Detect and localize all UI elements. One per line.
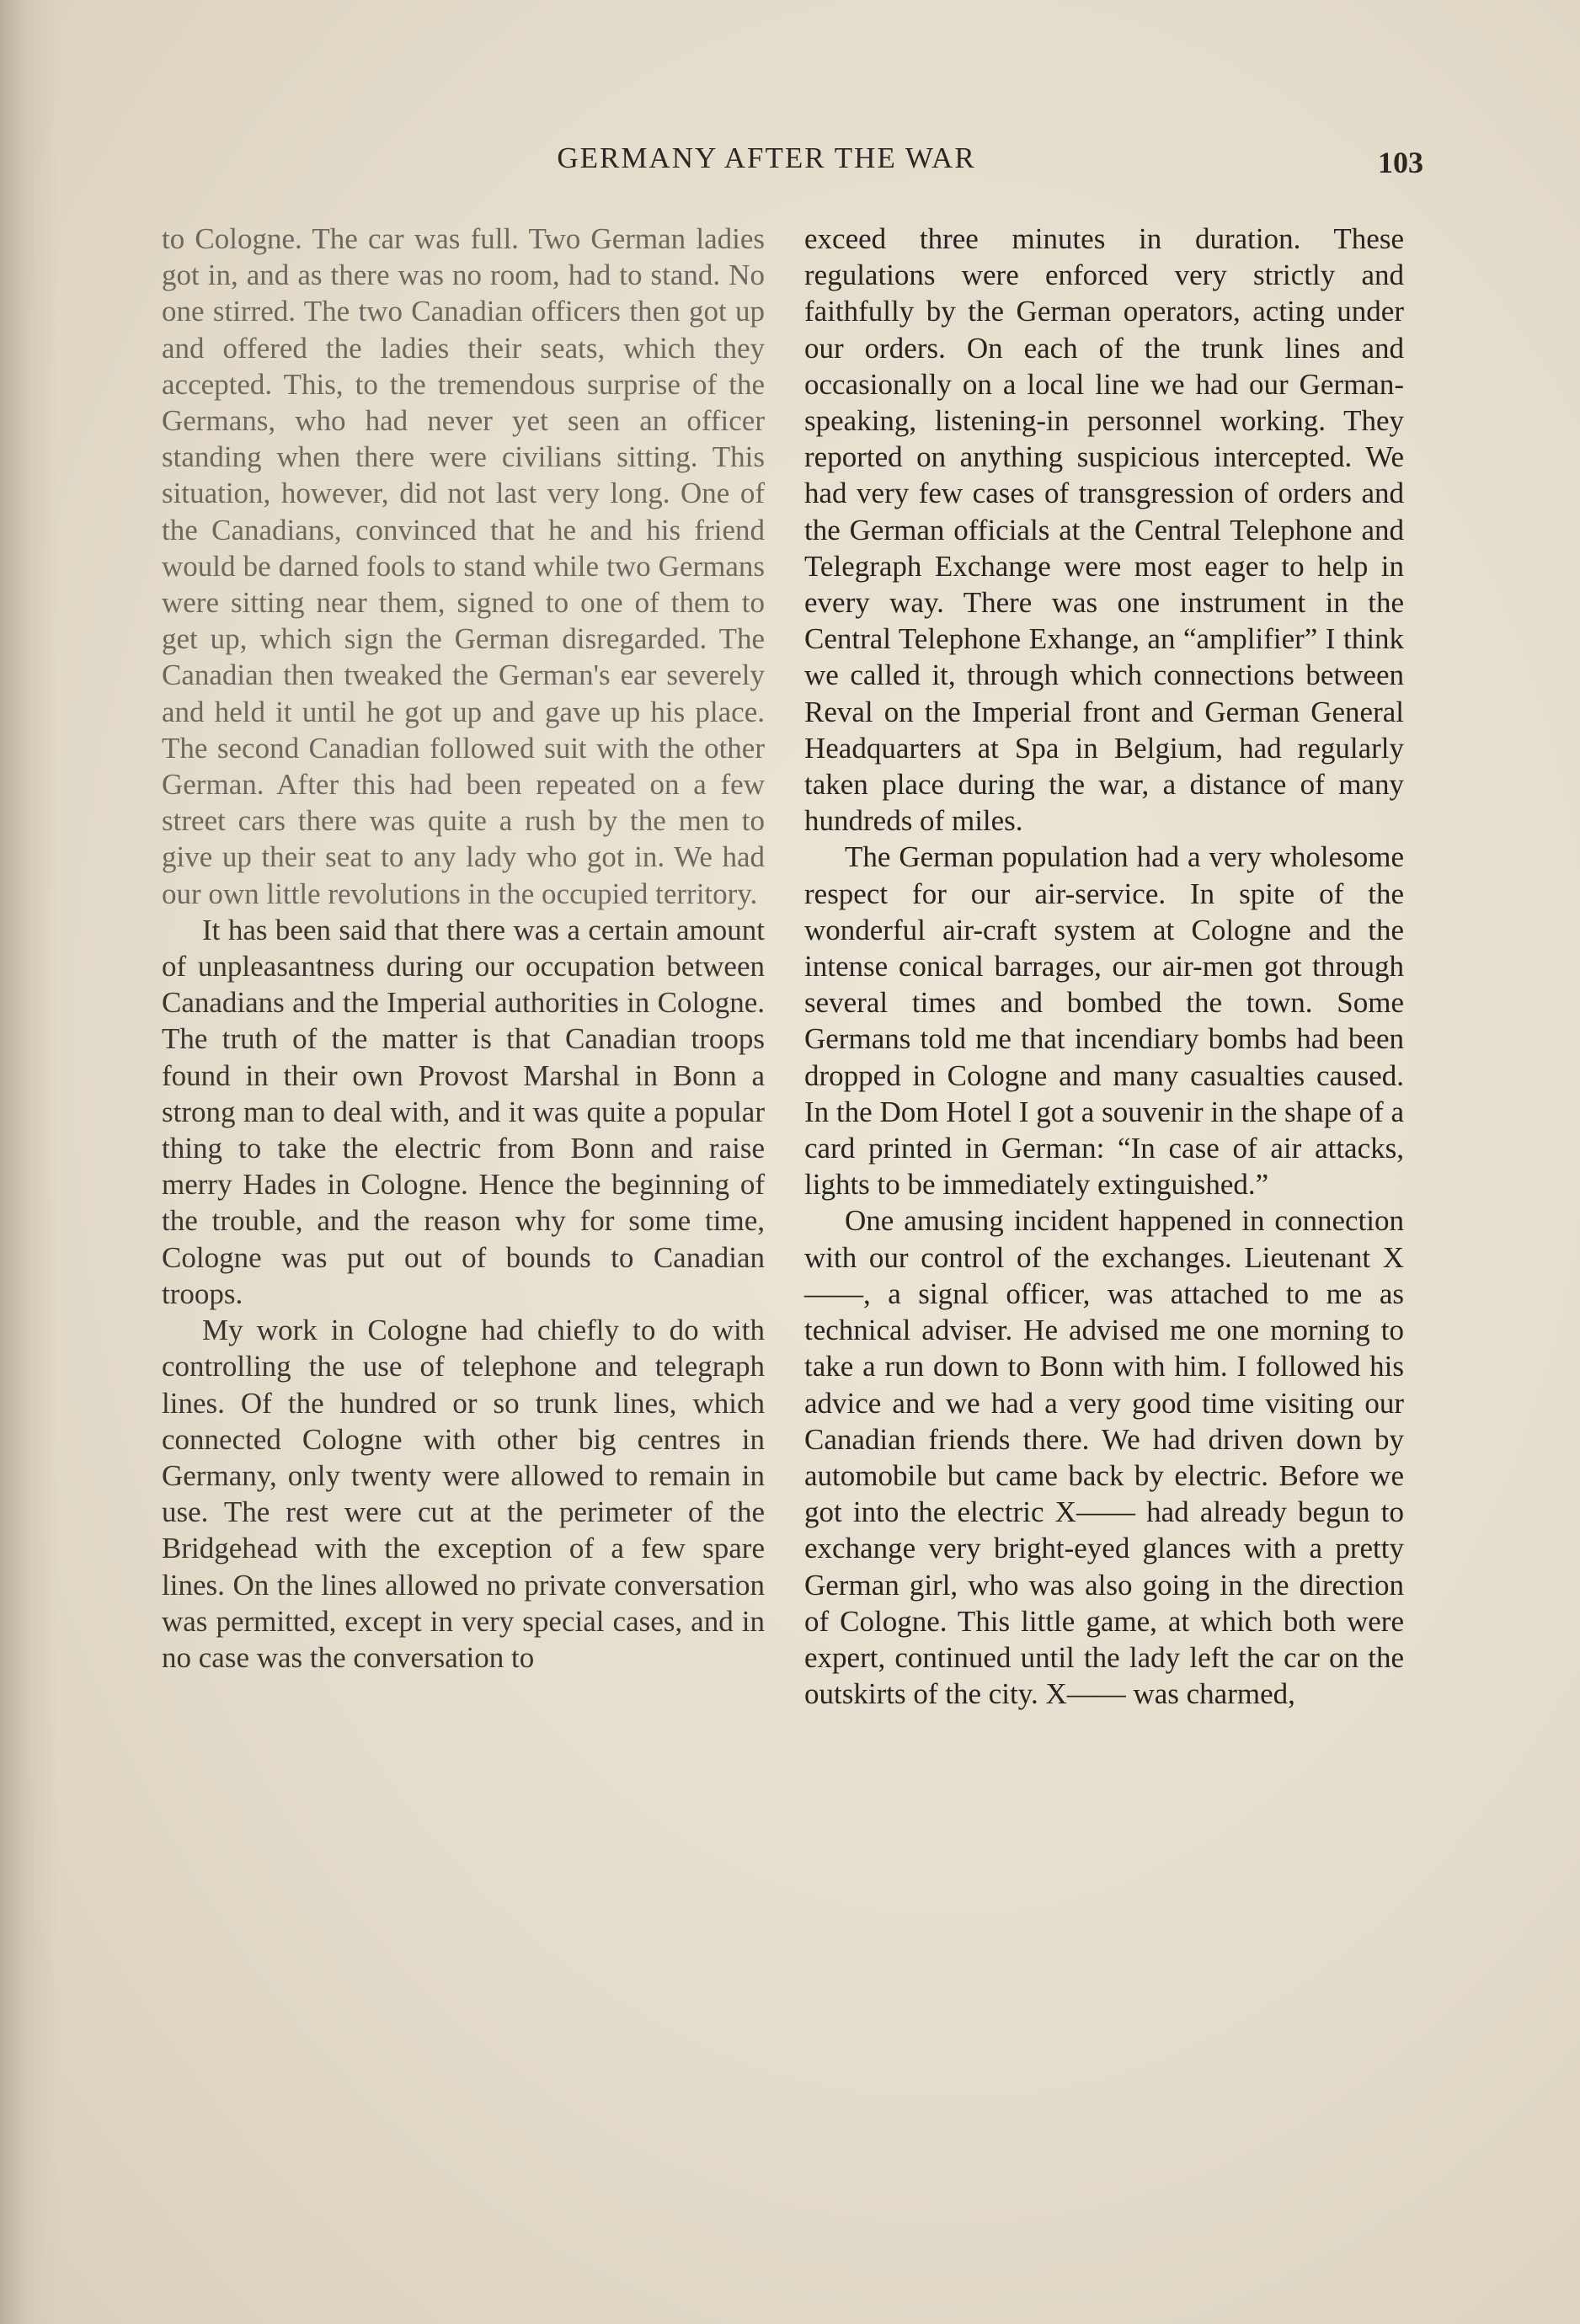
page-number: 103 [1378, 146, 1423, 179]
running-title: GERMANY AFTER THE WAR [557, 141, 976, 174]
paragraph: It has been said that there was a certain amount of unpleasantness during our occupation between Canadians and the Imperial authorities in Cologne. The truth of the matter is that Canadian troops found in their own Provost Marshal in Bonn a strong man to deal with, and it was quite a popular thing to take the electric from Bonn and raise merry Hades in Cologne. Hence the beginning of the trouble, and the reason why for some time, Cologne was put out of bounds to Canadian troops. [162, 913, 765, 1310]
binding-gutter-shadow [0, 0, 59, 2324]
paragraph: My work in Cologne had chiefly to do with controlling the use of telephone and telegraph lines. Of the hundred or so trunk lines, which connected Cologne with other big centres in Germany, only twenty were allowed to remain in use. The rest were cut at the perimeter of the Bridgehead with the exception of a few spare lines. On the lines allowed no private conversation was permitted, except in very special cases, and in no case was the conversation to [162, 1314, 765, 1674]
paragraph: The German population had a very wholesome respect for our air-service. In spite of the wonderful air-craft system at Cologne and the intense conical barrages, our air-men got through several times and bombed the town. Some Germans told me that incendiary bombs had been dropped in Cologne and many casualties caused. In the Dom Hotel I got a souvenir in the shape of a card printed in German: “In case of air attacks, lights to be immediately extinguished.” [804, 840, 1404, 1202]
left-column [162, 221, 765, 1676]
paragraph: One amusing incident happened in connection with our control of the exchanges. Lieutenant X——, a signal officer, was attached to me as technical adviser. He advised me one morning to take a run down to Bonn with him. I followed his advice and we had a very good time visiting our Canadian friends there. We had driven down by automobile but came back by electric. Before we got into the electric X—— had already begun to exchange very bright-eyed glances with a pretty German girl, who was also going in the direction of Cologne. This little game, at which both were expert, continued until the lady left the car on the outskirts of the city. X—— was charmed, [804, 1204, 1404, 1711]
paragraph: to Cologne. The car was full. Two German ladies got in, and as there was no room, had to stand. No one stirred. The two Canadian officers then got up and offered the ladies their seats, which they accepted. This, to the tremendous surprise of the Germans, who had never yet seen an officer standing when there were civilians sitting. This situation, however, did not last very long. One of the Canadians, convinced that he and his friend would be darned fools to stand while two Germans were sitting near them, signed to one of them to get up, which sign the German disregarded. The Canadian then tweaked the German's ear severely and held it until he got up and gave up his place. The second Canadian followed suit with the other German. After this had been repeated on a few street cars there was quite a rush by the men to give up their seat to any lady who got in. We had our own little revolutions in the occupied territory. [162, 222, 765, 910]
paragraph: exceed three minutes in duration. These regulations were enforced very strictly and faithfully by the German operators, acting under our orders. On each of the trunk lines and occasionally on a local line we had our German-speaking, listening-in personnel working. They reported on anything suspicious intercepted. We had very few cases of transgression of orders and the German officials at the Central Telephone and Telegraph Exchange were most eager to help in every way. There was one instrument in the Central Telephone Exhange, an “amplifier” I think we called it, through which connections between Reval on the Imperial front and German General Headquarters at Spa in Belgium, had regularly taken place during the war, a distance of many hundreds of miles. [804, 222, 1404, 838]
right-column [804, 221, 1404, 1712]
